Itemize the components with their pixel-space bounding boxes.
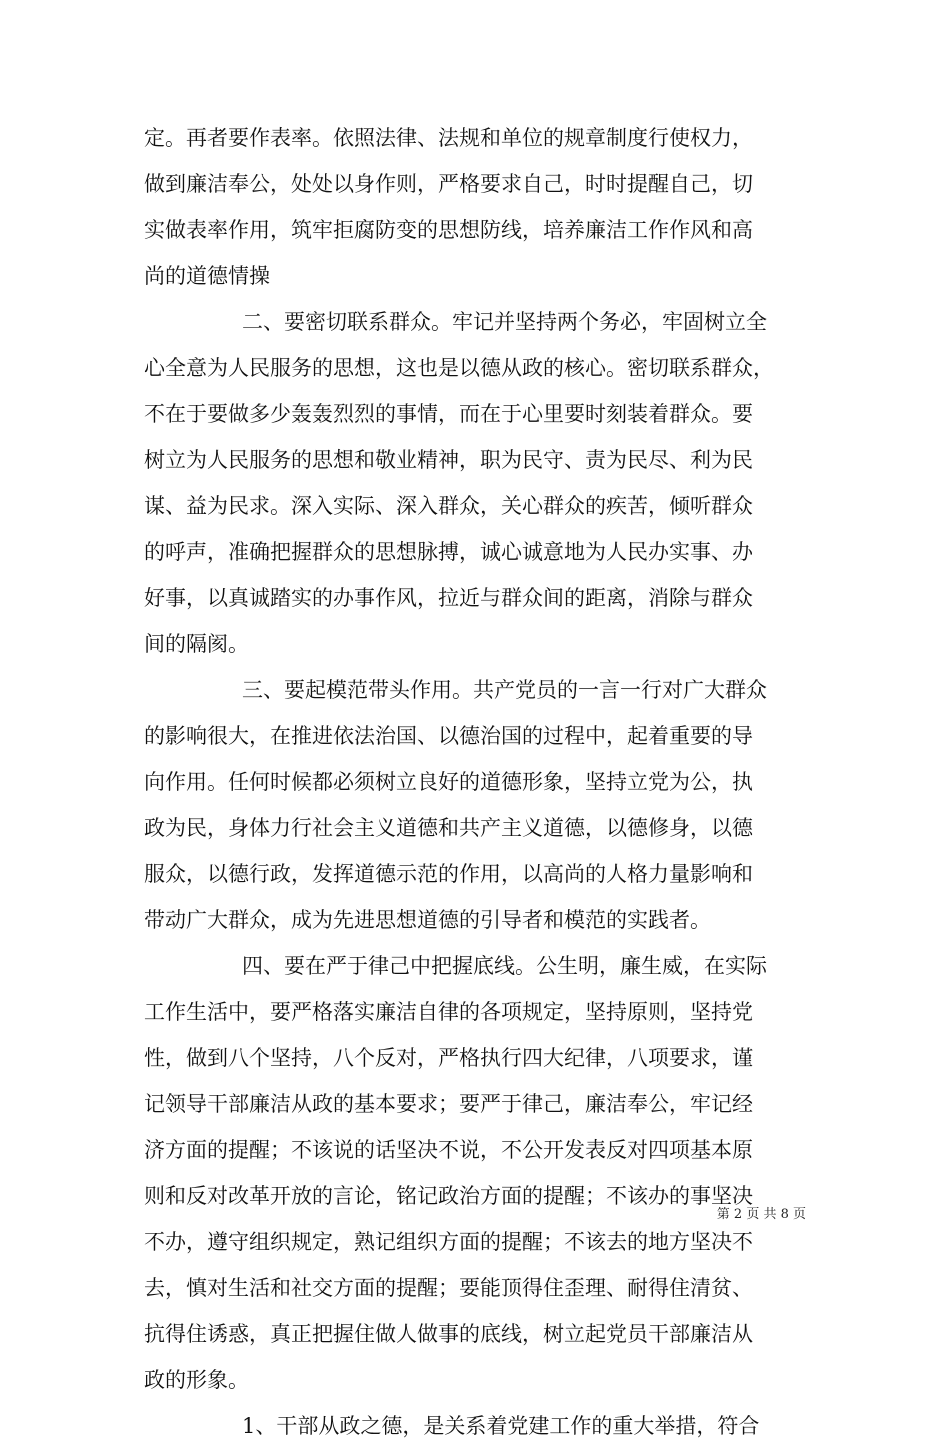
section-heading-line: 四、要在严于律己中把握底线。公生明，廉生威，在实际 — [242, 954, 767, 978]
section-heading-line: 二、要密切联系群众。牢记并坚持两个务必，牢固树立全 — [242, 310, 767, 334]
text-line: 尚的道德情操 — [144, 264, 270, 288]
body-text — [144, 115, 812, 1449]
text-line: 政的形象。 — [144, 1368, 249, 1392]
text-line: 服众，以德行政，发挥道德示范的作用，以高尚的人格力量影响和 — [144, 862, 753, 886]
text-line: 的呼声，准确把握群众的思想脉搏，诚心诚意地为人民办实事、办 — [144, 540, 753, 564]
text-line: 带动广大群众，成为先进思想道德的引导者和模范的实践者。 — [144, 908, 711, 932]
text-line: 去，慎对生活和社交方面的提醒；要能顶得住歪理、耐得住清贫、 — [144, 1276, 753, 1300]
text-line: 好事，以真诚踏实的办事作风，拉近与群众间的距离，消除与群众 — [144, 586, 753, 610]
page-number-footer: 第 2 页 共 8 页 — [716, 1207, 806, 1222]
text-line: 谋、益为民求。深入实际、深入群众，关心群众的疾苦，倾听群众 — [144, 494, 753, 518]
text-line: 则和反对改革开放的言论，铭记政治方面的提醒；不该办的事坚决 — [144, 1184, 753, 1208]
text-line: 记领导干部廉洁从政的基本要求；要严于律己，廉洁奉公，牢记经 — [144, 1092, 753, 1116]
text-line: 工作生活中，要严格落实廉洁自律的各项规定，坚持原则，坚持党 — [144, 1000, 753, 1024]
text-line: 向作用。任何时候都必须树立良好的道德形象，坚持立党为公，执 — [144, 770, 753, 794]
text-line: 政为民，身体力行社会主义道德和共产主义道德，以德修身，以德 — [144, 816, 753, 840]
numbered-paragraph-line: 1、干部从政之德，是关系着党建工作的重大举措，符合 — [242, 1414, 760, 1438]
text-line: 不办，遵守组织规定，熟记组织方面的提醒；不该去的地方坚决不 — [144, 1230, 753, 1254]
text-line: 实做表率作用，筑牢拒腐防变的思想防线，培养廉洁工作作风和高 — [144, 218, 753, 242]
text-line: 抗得住诱惑，真正把握住做人做事的底线，树立起党员干部廉洁从 — [144, 1322, 753, 1346]
text-line: 的影响很大，在推进依法治国、以德治国的过程中，起着重要的导 — [144, 724, 753, 748]
text-line: 定。再者要作表率。依照法律、法规和单位的规章制度行使权力， — [144, 126, 753, 150]
text-line: 树立为人民服务的思想和敬业精神，职为民守、责为民尽、利为民 — [144, 448, 753, 472]
text-line: 间的隔阂。 — [144, 632, 249, 656]
text-line: 做到廉洁奉公，处处以身作则，严格要求自己，时时提醒自己，切 — [144, 172, 753, 196]
text-line: 心全意为人民服务的思想，这也是以德从政的核心。密切联系群众， — [144, 356, 774, 380]
text-line: 性，做到八个坚持，八个反对，严格执行四大纪律，八项要求，谨 — [144, 1046, 753, 1070]
section-heading-line: 三、要起模范带头作用。共产党员的一言一行对广大群众 — [242, 678, 767, 702]
text-line: 济方面的提醒；不该说的话坚决不说，不公开发表反对四项基本原 — [144, 1138, 753, 1162]
text-line: 不在于要做多少轰轰烈烈的事情，而在于心里要时刻装着群众。要 — [144, 402, 753, 426]
